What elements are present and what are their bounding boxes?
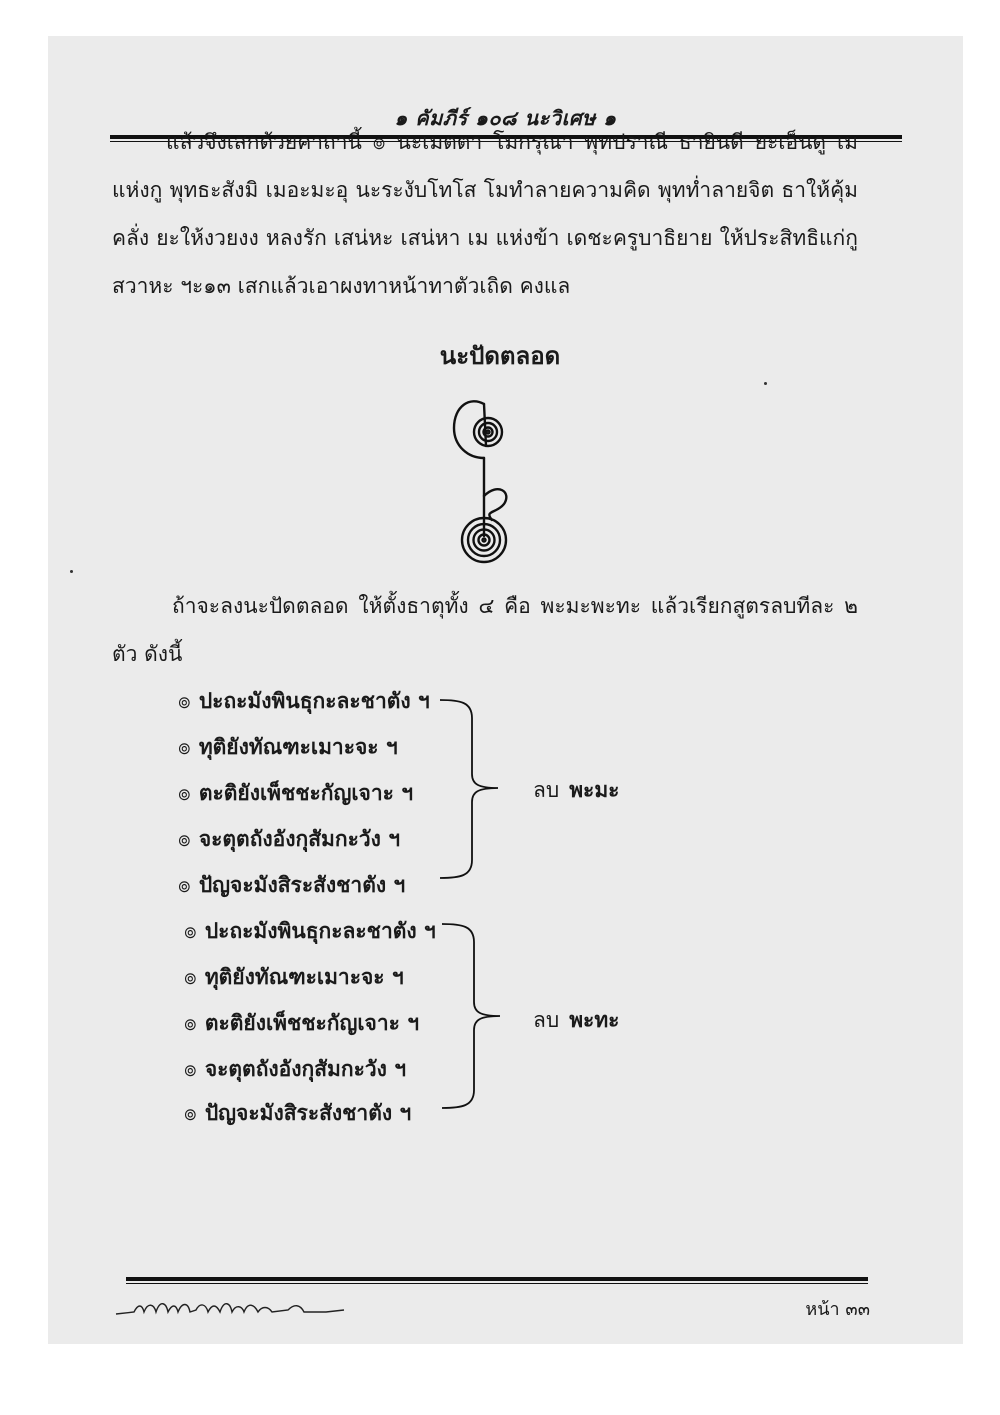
footer-rule-thin: [126, 1283, 868, 1284]
item-text: จะตุตถังอังกุสัมกะวัง ฯ: [198, 826, 401, 851]
group-label-prefix: ลบ: [533, 1008, 560, 1032]
item-text: จะตุตถังอังกุสัมกะวัง ฯ: [204, 1056, 407, 1081]
handwritten-signature: [112, 1290, 362, 1330]
brace-group-1: [438, 696, 518, 882]
list-item: [184, 1008, 419, 1038]
bullet-icon: ๏: [184, 1011, 197, 1035]
group-label-text: พะมะ: [569, 777, 620, 802]
item-text: ปะถะมังพินธุกะละชาตัง ฯ: [204, 918, 436, 943]
list-item: [178, 778, 413, 808]
bullet-icon: ๏: [184, 965, 197, 989]
scan-speck: [70, 570, 73, 573]
list-item: [184, 962, 404, 992]
list-item: [184, 916, 436, 946]
brace-group-2: [440, 920, 520, 1112]
group-label-prefix: ลบ: [533, 778, 560, 802]
bullet-icon: ๏: [178, 827, 191, 851]
na-pat-talot-yantra-icon: [440, 384, 530, 574]
group-label-pama: [533, 774, 619, 807]
list-item: [184, 1054, 406, 1084]
bullet-icon: ๏: [184, 1101, 197, 1125]
item-text: ปัญจะมังสิระสังชาตัง ฯ: [204, 1100, 412, 1125]
bullet-icon: ๏: [178, 735, 191, 759]
item-text: ตะติยังเพ็ชชะกัญเจาะ ฯ: [204, 1010, 420, 1035]
list-item: [178, 870, 405, 900]
symbol-title: นะปัดตลอด: [439, 341, 561, 370]
list-item: [178, 732, 398, 762]
item-text: ทุติยังทัณฑะเมาะจะ ฯ: [204, 964, 404, 989]
list-item: [184, 1098, 411, 1128]
item-text: ปัญจะมังสิระสังชาตัง ฯ: [198, 872, 406, 897]
bullet-icon: ๏: [178, 873, 191, 897]
page-number: หน้า ๓๓: [805, 1299, 870, 1320]
incantation-paragraph: แล้วจึงเสกด้วยคาถานี้ ๏ นะเมตตา โมกรุณา พุทปราณี ธายินดี ยะเอ็นดู เม แห่งกู พุทธะสังมิ เมอะมะอุ นะระงับโทโส โมทำลายความคิด พุทท่ำลายจิต ธาให้คุ้ม คลั่ง ยะให้งวยงง หลงรัก เสน่หะ เสน่หา เม แห่งข้า เดชะครูบาธิยาย ให้ประสิทธิแก่กู สวาหะ ฯะ๑๓ เสกแล้วเอาผงทาหน้าทาตัวเถิด คงแล: [112, 130, 858, 298]
item-text: ทุติยังทัณฑะเมาะจะ ฯ: [198, 734, 398, 759]
bullet-icon: ๏: [178, 689, 191, 713]
footer-rule: [126, 1277, 868, 1281]
page-header: ๑ คัมภีร์ ๑๐๘ นะวิเศษ ๑: [394, 106, 617, 130]
list-item: [178, 824, 400, 854]
scan-speck: [764, 382, 767, 385]
group-label-text: พะทะ: [569, 1007, 620, 1032]
instruction-paragraph: ถ้าจะลงนะปัดตลอด ให้ตั้งธาตุทั้ง ๔ คือ พะมะพะทะ แล้วเรียกสูตรลบทีละ ๒ ตัว ดังนี้: [112, 594, 858, 666]
item-text: ตะติยังเพ็ชชะกัญเจาะ ฯ: [198, 780, 414, 805]
group-label-phatha: [533, 1004, 619, 1037]
bullet-icon: ๏: [184, 919, 197, 943]
item-text: ปะถะมังพินธุกะละชาตัง ฯ: [198, 688, 430, 713]
list-item: [178, 686, 430, 716]
bullet-icon: ๏: [178, 781, 191, 805]
bullet-icon: ๏: [184, 1057, 197, 1081]
